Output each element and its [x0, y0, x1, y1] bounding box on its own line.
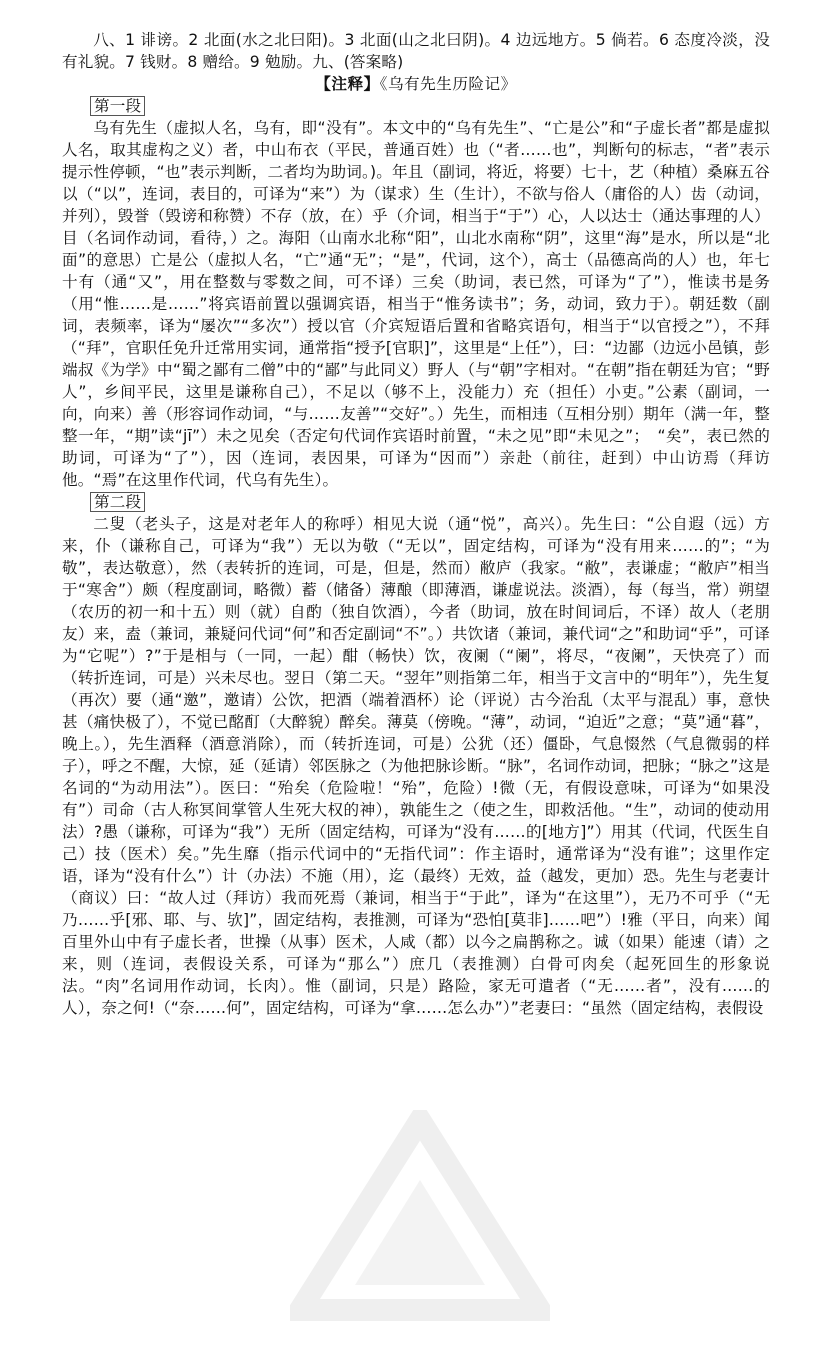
- answer-key-paragraph: 八、1 诽谤。2 北面(水之北曰阳)。3 北面(山之北曰阴)。4 边远地方。5 倘若。6 态度冷淡，没有礼貌。7 钱财。8 赠给。9 勉励。九、(答案略): [62, 31, 770, 71]
- section-2-annotation: 二叟（老头子，这是对老年人的称呼）相见大说（通“悦”，高兴）。先生曰：“公自遐（远）方来，仆（谦称自己，可译为“我”）无以为敬（“无以”，固定结构，可译为“没有用来……的”；“为敬”，表达敬意），然（表转折的连词，可是，但是，然而）敝庐（我家。“敝”，表谦虚；“敝庐”相当于“寒舍”）颇（程度副词，略微）蓄（储备）薄酿（即薄酒，谦虚说法。淡酒），每（每当，常）朔望（农历的初一和十五）则（就）自酌（独自饮酒），今者（助词，放在时间词后，不译）故人（老朋友）来，盍（兼词，兼疑问代词“何”和否定副词“不”。）共饮诸（兼词，兼代词“之”和助词“乎”，可译为“它呢”）?”于是相与（一同，一起）酣（畅快）饮，夜阑（“阑”，将尽，“夜阑”，天快亮了）而（转折连词，可是）兴未尽也。翌日（第二天。“翌年”则指第二年，相当于文言中的“明年”），先生复（再次）要（通“邀”，邀请）公饮，把酒（端着酒杯）论（评说）古今治乱（太平与混乱）事，意快甚（痛快极了），不觉已酩酊（大醉貌）醉矣。薄莫（傍晚。“薄”，动词，“迫近”之意；“莫”通“暮”，晚上。），先生酒释（酒意消除），而（转折连词，可是）公犹（还）僵卧，气息惙然（气息微弱的样子），呼之不醒，大惊，延（延请）邻医脉之（为他把脉诊断。“脉”，名词作动词，把脉；“脉之”这是名词的“为动用法”）。医曰：“殆矣（危险啦！“殆”，危险）!微（无，有假设意味，可译为“如果没有”）司命（古人称冥间掌管人生死大权的神），孰能生之（使之生，即救活他。“生”，动词的使动用法）?愚（谦称，可译为“我”）无所（固定结构，可译为“没有……的[地方]”）用其（代词，代医生自己）技（医术）矣。”先生靡（指示代词中的“无指代词”：作主语时，通常译为“没有谁”；这里作定语，译为“没有什么”）计（办法）不施（用），迄（最终）无效，益（越发，更加）恐。先生与老妻计（商议）曰：“故人过（拜访）我而死焉（兼词，相当于“于此”，译为“在这里”），无乃不可乎（“无乃……乎[邪、耶、与、欤]”，固定结构，表推测，可译为“恐怕[莫非]……吧”）!雅（平日，向来）闻百里外山中有子虚长者，世操（从事）医术，人咸（都）以今之扁鹊称之。诚（如果）能速（请）之来，则（连词，表假设关系，可译为“那么”）庶几（表推测）白骨可肉矣（起死回生的形象说法。“肉”名词用作动词，长肉）。惟（副词，只是）路险，家无可遣者（“无……者”，没有……的人），奈之何!（“奈……何”，固定结构，可译为“拿……怎么办”）”老妻曰：“虽然（固定结构，表假设: [62, 515, 770, 1017]
- notes-label: 【注释】: [315, 75, 380, 93]
- section-1-annotation: 乌有先生（虚拟人名，乌有，即“没有”。本文中的“乌有先生”、“亡是公”和“子虚长者”都是虚拟人名，取其虚构之义）者，中山布衣（平民，普通百姓）也（“者……也”，判断句的标志，“者”表示提示性停顿，“也”表示判断，二者均为助词。)。年且（副词，将近，将要）七十，艺（种植）桑麻五谷以（“以”，连词，表目的，可译为“来”）为（谋求）生（生计），不欲与俗人（庸俗的人）齿（动词，并列），毁誉（毁谤和称赞）不存（放，在）乎（介词，相当于“于”）心，人以达士（通达事理的人）目（名词作动词，看待，）之。海阳（山南水北称“阳”，山北水南称“阴”，这里“海”是水，所以是“北面”的意思）亡是公（虚拟人名，“亡”通“无”；“是”，代词，这个），高士（品德高尚的人）也，年七十有（通“又”，用在整数与零数之间，可不译）三矣（助词，表已然，可译为“了”），惟读书是务（用“惟……是……”将宾语前置以强调宾语，相当于“惟务读书”；务，动词，致力于）。朝廷数（副词，表频率，译为“屡次”“多次”）授以官（介宾短语后置和省略宾语句，相当于“以官授之”），不拜（“拜”，官职任免升迁常用实词，通常指“授予[官职]”，这里是“上任”），曰：“边鄙（边远小邑镇，彭端叔《为学》中“蜀之鄙有二僧”中的“鄙”与此同义）野人（与“朝”字相对。“在朝”指在朝廷为官；“野人”，乡间平民，这里是谦称自己），不足以（够不上，没能力）充（担任）小吏。”公素（副词，一向，向来）善（形容词作动词，“与……友善”“交好”。）先生，而相违（互相分别）期年（满一年，整整一年，“期”读“jī”）未之见矣（否定句代词作宾语时前置，“未之见”即“未见之”； “矣”，表已然的助词，可译为“了”），因（连词，表因果，可译为“因而”）亲赴（前往，赶到）中山访焉（拜访他。“焉”在这里作代词，代乌有先生）。: [62, 119, 770, 489]
- section-label-2: [62, 491, 770, 513]
- section-label-box: 第二段: [90, 492, 145, 512]
- document-page: [62, 29, 770, 1019]
- section-label-box: 第一段: [90, 96, 145, 116]
- section-label-1: [62, 95, 770, 117]
- triangle-logo-watermark-icon: [290, 1110, 550, 1370]
- notes-book-title: 《乌有先生历险记》: [379, 75, 517, 93]
- notes-title: [62, 73, 770, 95]
